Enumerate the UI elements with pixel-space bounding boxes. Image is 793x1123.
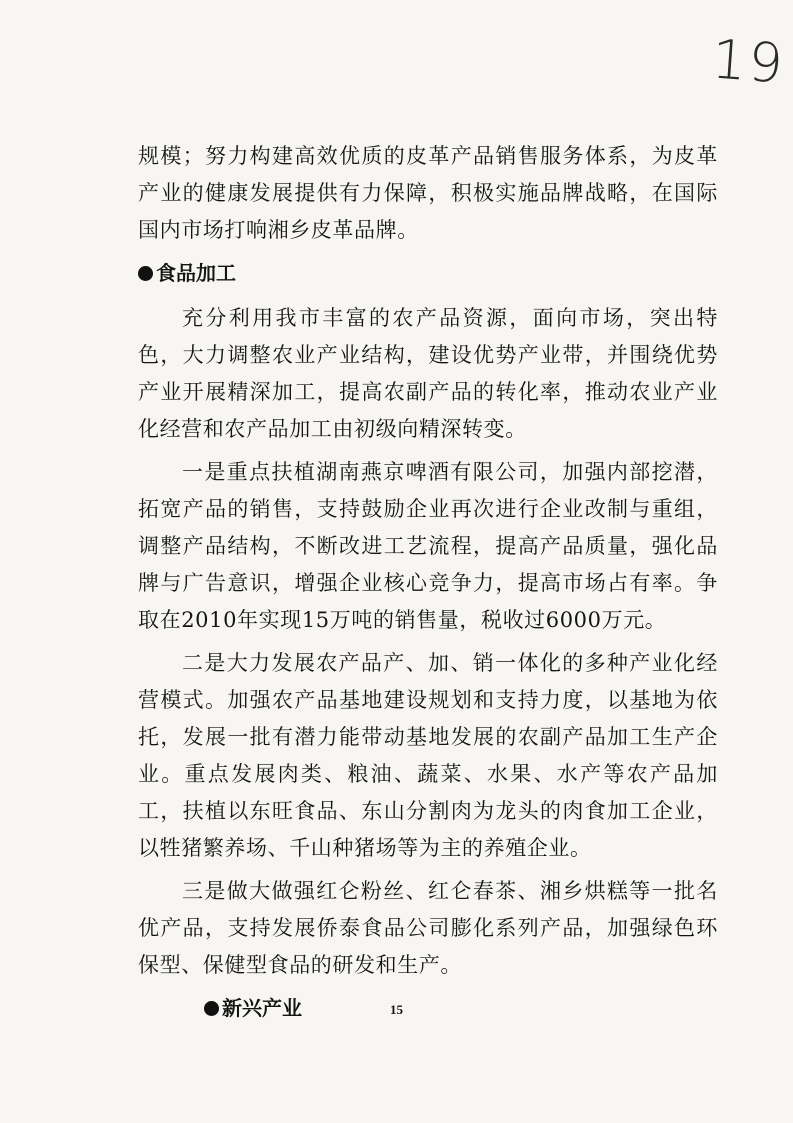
document-body — [138, 138, 718, 1035]
section-title-emerging: 新兴产业 — [222, 996, 302, 1020]
paragraph-food-item-2: 二是大力发展农产品产、加、销一体化的多种产业化经营模式。加强农产品基地建设规划和支持力度，以基地为依托，发展一批有潜力能带动基地发展的农副产品加工生产企业。重点发展肉类、粮油、蔬菜、水果、水产等农产品加工，扶植以东旺食品、东山分割肉为龙头的肉食加工企业，以牲猪繁养场、千山种猪场等为主的养殖企业。 — [138, 651, 718, 860]
section-title-food: 食品加工 — [156, 261, 236, 285]
section-heading-food — [138, 255, 718, 292]
page-number: 15 — [390, 1002, 403, 1017]
handwritten-page-number: 19 — [709, 27, 787, 96]
bullet-icon — [138, 266, 153, 281]
paragraph-food-item-1: 一是重点扶植湖南燕京啤酒有限公司，加强内部挖潜，拓宽产品的销售，支持鼓励企业再次进行企业改制与重组，调整产品结构，不断改进工艺流程，提高产品质量，强化品牌与广告意识，增强企业核心竞争力，提高市场占有率。争取在2010年实现15万吨的销售量，税收过6000万元。 — [138, 460, 718, 632]
paragraph-food-intro: 充分利用我市丰富的农产品资源，面向市场，突出特色，大力调整农业产业结构，建设优势产业带，并围绕优势产业开展精深加工，提高农副产品的转化率，推动农业产业化经营和农产品加工由初级向精深转变。 — [138, 306, 718, 441]
paragraph-food-item-3: 三是做大做强红仑粉丝、红仑春茶、湘乡烘糕等一批名优产品，支持发展侨泰食品公司膨化系列产品，加强绿色环保型、保健型食品的研发和生产。 — [138, 879, 718, 977]
paragraph-leather-continued: 规模；努力构建高效优质的皮革产品销售服务体系，为皮革产业的健康发展提供有力保障，积极实施品牌战略，在国际国内市场打响湘乡皮革品牌。 — [138, 144, 718, 242]
